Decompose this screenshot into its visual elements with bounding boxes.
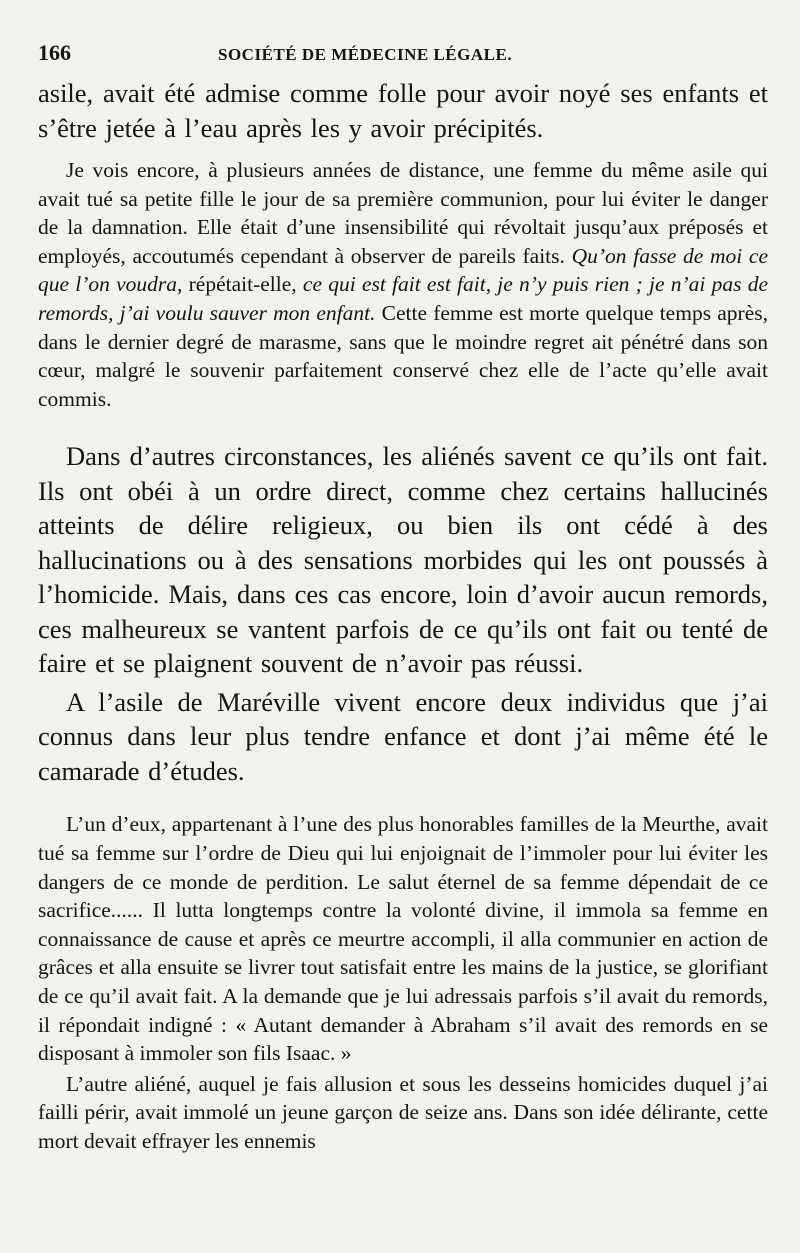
p2-text-a: Je vois encore, à plusieurs années de distance, une femme du même asile qui avait tué sa petite fille le jour de sa première communion, pour lui éviter le danger de la damnation. Elle était d’une insensibilité qui révoltait jusqu’aux préposés et employés, accoutumés cependant à observer de pareils faits. — [38, 158, 768, 268]
p2-text-e: Cette femme est morte quelque temps après, dans le dernier degré de marasme, sans que le moindre regret ait pénétré dans son cœur, malgré le souvenir parfaitement conservé chez elle de l’acte qu’elle avait commis. — [38, 300, 768, 411]
page-number: 166 — [38, 40, 71, 65]
paragraph-1: asile, avait été admise comme folle pour avoir noyé ses enfants et s’être jetée à l’eau après les y avoir précipités. — [38, 78, 768, 143]
p2-text-c: , répétait-elle, — [177, 272, 303, 297]
paragraph-4: A l’asile de Maréville vivent encore deux individus que j’ai connus dans leur plus tendre enfance et dont j’ai même été le camarade d’études. — [38, 686, 768, 786]
paragraph-2 — [38, 156, 768, 413]
running-title: SOCIÉTÉ DE MÉDECINE LÉGALE. — [218, 45, 513, 64]
paragraph-6: L’autre aliéné, auquel je fais allusion et sous les desseins homicides duquel j’ai failli périr, avait immolé un jeune garçon de seize ans. Dans son idée délirante, cette mort devait effrayer les ennemis — [38, 1071, 768, 1153]
paragraph-5: L’un d’eux, appartenant à l’une des plus honorables familles de la Meurthe, avait tué sa femme sur l’ordre de Dieu qui lui enjoignait de l’immoler pour lui éviter les dangers de ce monde de perdition. Le salut éternel de sa femme dépendait de ce sacrifice...... Il lutta longtemps contre la volonté divine, il immola sa femme en connaissance de cause et après ce meurtre accompli, il alla communier en action de grâces et alla ensuite se livrer tout satisfait entre les mains de la justice, se glorifiant de ce qu’il avait fait. A la demande que je lui adressais parfois s’il avait du remords, il répondait indigné : « Autant demander à Abraham s’il avait des remords en se disposant à immoler son fils Isaac. » — [38, 812, 768, 1066]
p2-quote-1: Qu’on fasse de moi ce que l’on voudra — [38, 243, 768, 297]
paragraph-3: Dans d’autres circonstances, les aliénés savent ce qu’ils ont fait. Ils ont obéi à un ordre direct, comme chez certains hallucinés atteints de délire religieux, ou bien ils ont cédé à des hallucinations ou à des sensations morbides qui les ont poussés à l’homicide. Mais, dans ces cas encore, loin d’avoir aucun remords, ces malheureux se vantent parfois de ce qu’ils ont fait ou tenté de faire et se plaignent souvent de n’avoir pas réussi. — [38, 441, 768, 679]
page-header — [38, 40, 768, 76]
p2-quote-2: ce qui est fait est fait, je n’y puis rien ; je n’ai pas de remords, j’ai voulu sauver mon enfant. — [38, 272, 769, 325]
